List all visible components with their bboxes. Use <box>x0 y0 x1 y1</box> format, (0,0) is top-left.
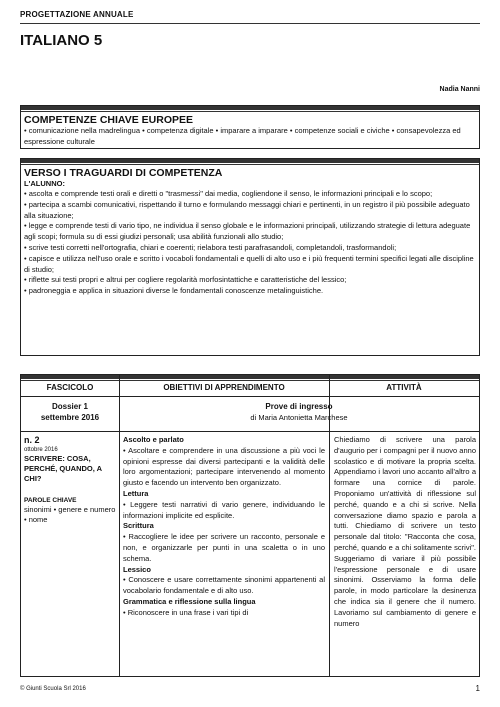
traguardo-item: • ascolta e comprende testi orali e diretti o "trasmessi" dai media, cogliendone il senso, le informazioni principali e lo scopo; <box>24 189 476 200</box>
competenze-text: • comunicazione nella madrelingua • competenza digitale • imparare a imparare • competenze sociali e civiche • consapevolezza ed espressione culturale <box>24 126 461 146</box>
traguardi-subheading: L'ALUNNO: <box>24 179 65 188</box>
traguardi-top-rule <box>21 164 479 165</box>
header-fascicolo: FASCICOLO <box>46 383 94 392</box>
competenze-top-bar <box>21 106 479 110</box>
keywords-label: PAROLE CHIAVE <box>24 497 77 504</box>
obiettivo-text: • Leggere testi narrativi di vario genere, individuando le informazioni implicite ed esplicite. <box>123 499 325 520</box>
obiettivo-text: • Raccogliere le idee per scrivere un racconto, personale e non, e organizzarle per punti in una scaletta o in uno schema. <box>123 532 325 563</box>
fascicolo-date: ottobre 2016 <box>24 447 58 453</box>
table-top-rule <box>21 380 479 381</box>
traguardo-item: • capisce e utilizza nell'uso orale e scritto i vocaboli fondamentali e quelli di alto uso e i più frequenti termini specifici legati alle discipline di studio; <box>24 254 476 276</box>
traguardo-item: • scrive testi corretti nell'ortografia, chiari e coerenti; rielabora testi parafrasandoli, completandoli, trasformandoli; <box>24 243 476 254</box>
obiettivo-heading: Lessico <box>123 564 151 574</box>
page-title: ITALIANO 5 <box>20 32 103 49</box>
page-number: 1 <box>475 684 480 693</box>
obiettivi-cell <box>123 435 325 619</box>
attivita-cell: Chiediamo di scrivere una parola d'augurio per i compagni per il nuovo anno scolastico e di motivare la propria scelta. Appendiamo i lavori uno accanto all'altro a formare una cornice di parole. Proponiamo un'attività di riflessione sul perché, quando e a chi si scrive. Nella conversazione diamo spazio e parola a tutti. Chiediamo di scrivere un testo personale dal titolo: "Racconta che cosa, perché, quando e a chi solitamente scrivi". Suggeriamo di variare il più possibile l'espressione personale e di usare sinonimi. Osserviamo la forma delle parole, in modo particolare la desinenza che indica sia il genere che il numero. Lavoriamo sul cambiamento di genere e numero <box>334 435 476 628</box>
dossier-label: Dossier 1 settembre 2016 <box>40 402 100 422</box>
program-table <box>20 374 480 677</box>
obiettivo-heading: Ascolto e parlato <box>123 435 184 444</box>
traguardo-item: • legge e comprende testi di vario tipo, ne individua il senso globale e le informazioni principali, utilizzando strategie di lettura adeguate agli scopi; formula su di essi giudizi personali; usa abilità funzionali allo studio; <box>24 221 476 243</box>
traguardi-heading: VERSO I TRAGUARDI DI COMPETENZA <box>24 167 223 179</box>
keywords-text: sinonimi • genere e numero • nome <box>24 505 116 524</box>
competenze-heading: COMPETENZE CHIAVE EUROPEE <box>24 114 193 126</box>
obiettivo-heading: Grammatica e riflessione sulla lingua <box>123 596 256 606</box>
traguardi-list <box>21 189 479 297</box>
author-name: Nadia Nanni <box>439 86 480 93</box>
competenze-top-rule <box>21 111 479 112</box>
fascicolo-title: SCRIVERE: COSA, PERCHÉ, QUANDO, A CHI? <box>24 454 102 483</box>
header-attivita: ATTIVITÀ <box>386 383 422 392</box>
header-obiettivi: OBIETTIVI DI APPRENDIMENTO <box>163 383 285 392</box>
traguardi-top-bar <box>21 159 479 163</box>
fascicolo-cell <box>24 435 116 525</box>
traguardi-box <box>20 158 480 356</box>
obiettivo-heading: Scrittura <box>123 521 154 531</box>
obiettivo-text: • Ascoltare e comprendere in una discussione a più voci le opinioni espresse dai diversi partecipanti e la validità delle loro argomentazioni; partecipare intervenendo al momento giusto e facendo un intervento ben organizzato. <box>123 445 325 488</box>
row-divider <box>21 431 479 432</box>
footer-copyright: © Giunti Scuola Srl 2016 <box>20 686 86 692</box>
table-top-bar <box>21 375 479 379</box>
header-divider <box>20 23 480 24</box>
traguardo-item: • padroneggia e applica in situazioni diverse le fondamentali conoscenze metalinguistiche. <box>24 286 476 297</box>
prove-author: di Maria Antonietta Marchese <box>250 413 348 422</box>
prove-title: Prove di ingresso <box>265 402 333 411</box>
traguardo-item: • partecipa a scambi comunicativi, rispettando il turno e formulando messaggi chiari e pertinenti, in un registro il più possibile adeguato alla situazione; <box>24 200 476 222</box>
traguardo-item: • riflette sui testi propri e altrui per cogliere regolarità morfosintattiche e caratteristiche del lessico; <box>24 275 476 286</box>
obiettivo-text: • Riconoscere in una frase i vari tipi di <box>123 607 249 617</box>
competenze-box <box>20 105 480 149</box>
obiettivo-text: • Conoscere e usare correttamente sinonimi appartenenti al vocabolario fondamentale e di alto uso. <box>123 575 325 596</box>
obiettivo-heading: Lettura <box>123 488 149 498</box>
row-divider <box>21 396 479 397</box>
fascicolo-number: n. 2 <box>24 435 40 445</box>
header-label: PROGETTAZIONE ANNUALE <box>20 10 134 19</box>
